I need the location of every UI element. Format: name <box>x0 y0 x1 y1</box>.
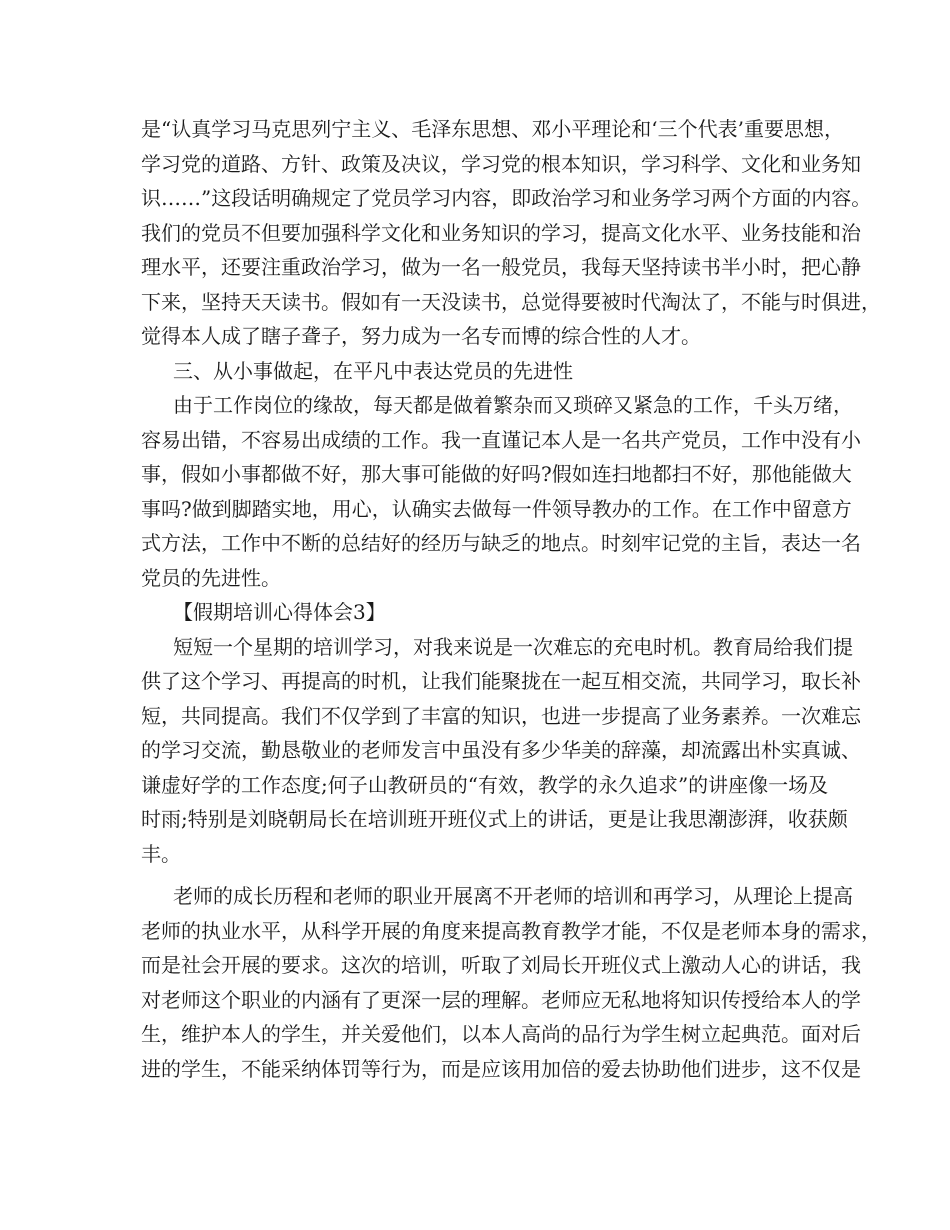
text-line: 供了这个学习、再提高的时机，让我们能聚拢在一起互相交流，共同学习，取长补 <box>141 669 861 693</box>
text-line: 丰。 <box>141 841 181 866</box>
text-line: 我们的党员不但要加强科学文化和业务知识的学习，提高文化水平、业务技能和治 <box>141 220 861 245</box>
text-line: 觉得本人成了瞎子聋子，努力成为一名专而博的综合性的人才。 <box>141 324 701 348</box>
text-line: 理水平，还要注重政治学习，做为一名一般党员，我每天坚持读书半小时，把心静 <box>141 255 861 279</box>
body-text <box>141 112 881 1086</box>
text-line: 时雨;特别是刘晓朝局长在培训班开班仪式上的讲话，更是让我思潮澎湃，收获颇 <box>141 807 848 831</box>
text-line: 谦虚好学的工作态度;何子山教研员的“有效，教学的永久追求”的讲座像一场及 <box>141 772 829 797</box>
text-line: 事，假如小事都做不好，那大事可能做的好吗?假如连扫地都扫不好，那他能做大 <box>141 462 852 486</box>
text-line: 由于工作岗位的缘故，每天都是做着繁杂而又琐碎又紧急的工作，千头万绪， <box>173 393 853 417</box>
text-line: 对老师这个职业的内涵有了更深一层的理解。老师应无私地将知识传授给本人的学 <box>141 987 861 1012</box>
text-line: 短，共同提高。我们不仅学到了丰富的知识，也进一步提高了业务素养。一次难忘 <box>141 703 861 728</box>
text-line: 下来，坚持天天读书。假如有一天没读书，总觉得要被时代淘汰了，不能与时俱进， <box>141 289 881 314</box>
section-heading: 三、从小事做起，在平凡中表达党员的先进性 <box>173 358 573 383</box>
text-line: 式方法，工作中不断的总结好的经历与缺乏的地点。时刻牢记党的主旨，表达一名 <box>141 531 861 555</box>
text-line: 学习党的道路、方针、政策及决议，学习党的根本知识，学习科学、文化和业务知 <box>141 151 861 176</box>
text-line: 事吗?做到脚踏实地，用心，认确实去做每一件领导教办的工作。在工作中留意方 <box>141 496 852 521</box>
text-line: 而是社会开展的要求。这次的培训，听取了刘局长开班仪式上激动人心的讲话，我 <box>141 953 861 977</box>
text-line: 识……”这段话明确规定了党员学习内容，即政治学习和业务学习两个方面的内容。 <box>141 186 872 210</box>
text-line: 是“认真学习马克思列宁主义、毛泽东思想、邓小平理论和‘三个代表’重要思想， <box>141 117 844 141</box>
text-line: 短短一个星期的培训学习，对我来说是一次难忘的充电时机。教育局给我们提 <box>173 634 853 659</box>
text-line: 的学习交流，勤恳敬业的老师发言中虽没有多少华美的辞藻，却流露出朴实真诚、 <box>141 738 861 762</box>
text-line: 老师的执业水平，从科学开展的角度来提高教育教学才能，不仅是老师本身的需求， <box>141 918 881 943</box>
text-line: 生，维护本人的学生，并关爱他们，以本人高尚的品行为学生树立起典范。面对后 <box>141 1022 861 1046</box>
text-line: 进的学生，不能采纳体罚等行为，而是应该用加倍的爱去协助他们进步，这不仅是 <box>141 1056 861 1081</box>
paragraph-gap <box>141 871 821 879</box>
text-line: 党员的先进性。 <box>141 565 281 590</box>
text-line: 老师的成长历程和老师的职业开展离不开老师的培训和再学习，从理论上提高 <box>173 884 853 908</box>
section-heading: 【假期培训心得体会3】 <box>173 600 386 624</box>
text-line: 容易出错，不容易出成绩的工作。我一直谨记本人是一名共产党员，工作中没有小 <box>141 427 861 452</box>
